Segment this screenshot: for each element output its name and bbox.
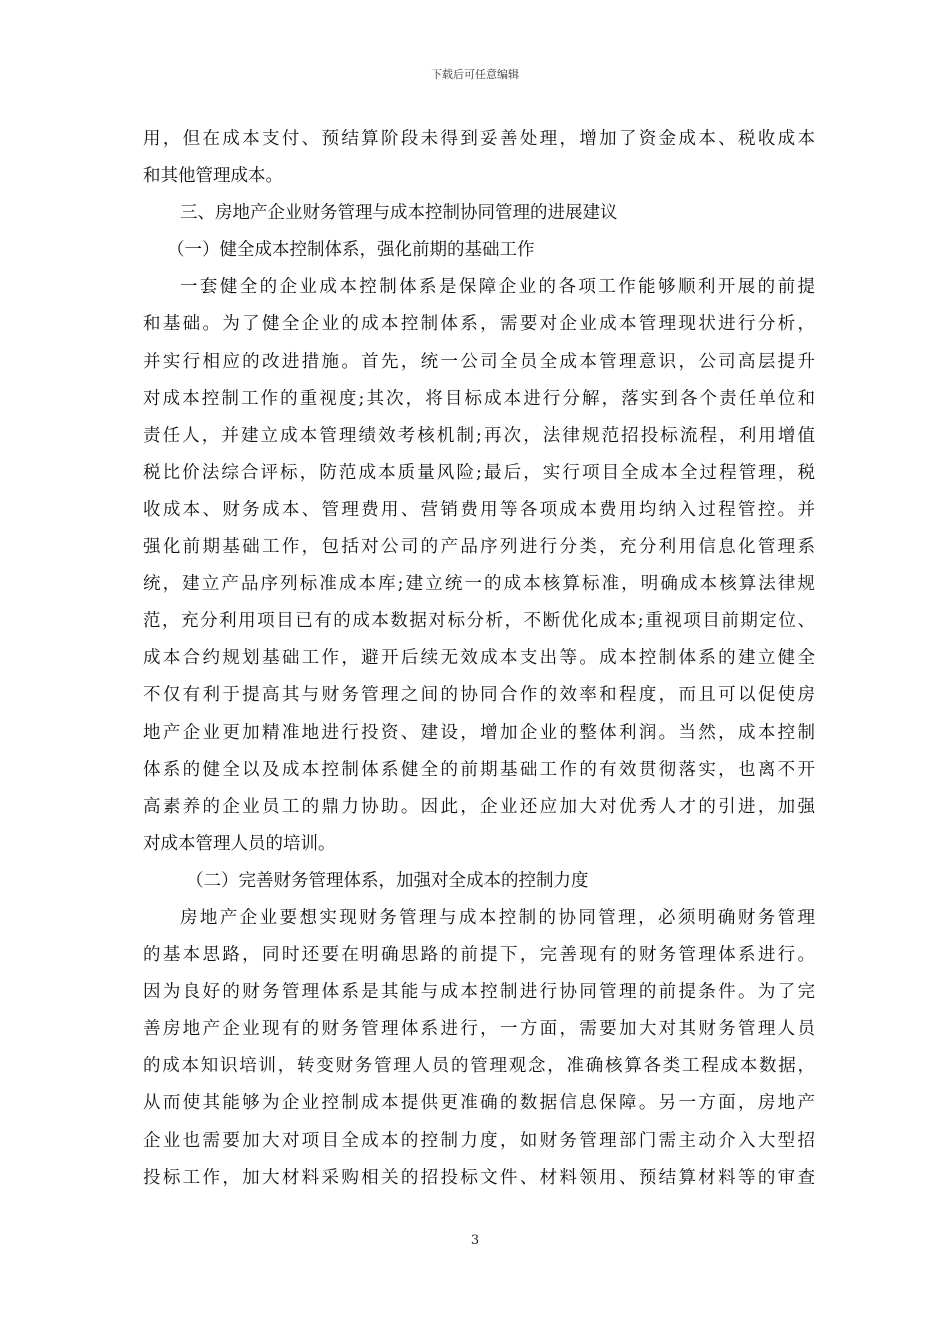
paragraph-line: 统，建立产品序列标准成本库;建立统一的成本核算标准，明确成本核算法律规 xyxy=(143,574,815,595)
paragraph-line: 并实行相应的改进措施。首先，统一公司全员全成本管理意识，公司高层提升 xyxy=(143,351,815,372)
paragraph-line: 成本合约规划基础工作，避开后续无效成本支出等。成本控制体系的建立健全 xyxy=(143,648,815,669)
paragraph-line: 和基础。为了健全企业的成本控制体系，需要对企业成本管理现状进行分析， xyxy=(143,314,815,335)
paragraph-line: 体系的健全以及成本控制体系健全的前期基础工作的有效贯彻落实，也离不开 xyxy=(143,759,815,780)
paragraph-line: 对成本管理人员的培训。 xyxy=(143,833,336,854)
paragraph-line: 投标工作，加大材料采购相关的招投标文件、材料领用、预结算材料等的审查 xyxy=(143,1167,815,1188)
paragraph-line: 高素养的企业员工的鼎力协助。因此，企业还应加大对优秀人才的引进，加强 xyxy=(143,796,815,817)
page-header: 下载后可任意编辑 xyxy=(431,68,519,81)
paragraph-line: 善房地产企业现有的财务管理体系进行，一方面，需要加大对其财务管理人员 xyxy=(143,1019,815,1040)
paragraph-line: 对成本控制工作的重视度;其次，将目标成本进行分解，落实到各个责任单位和 xyxy=(143,388,815,409)
paragraph-line: 收成本、财务成本、管理费用、营销费用等各项成本费用均纳入过程管控。并 xyxy=(143,499,815,520)
paragraph-line: 地产企业更加精准地进行投资、建设，增加企业的整体利润。当然，成本控制 xyxy=(143,722,815,743)
paragraph-line: 和其他管理成本。 xyxy=(143,166,283,187)
subsection-heading: （二）完善财务管理体系，加强对全成本的控制力度 xyxy=(186,870,589,891)
paragraph-line: 用，但在成本支付、预结算阶段未得到妥善处理，增加了资金成本、税收成本 xyxy=(143,129,815,149)
paragraph-line: 责任人，并建立成本管理绩效考核机制;再次，法律规范招投标流程，利用增值 xyxy=(143,425,815,446)
paragraph-line: 一套健全的企业成本控制体系是保障企业的各项工作能够顺利开展的前提 xyxy=(180,277,815,298)
paragraph-line: 不仅有利于提高其与财务管理之间的协同合作的效率和程度，而且可以促使房 xyxy=(143,685,815,706)
section-heading: 三、房地产企业财务管理与成本控制协同管理的进展建议 xyxy=(180,203,618,224)
subsection-heading: （一）健全成本控制体系，强化前期的基础工作 xyxy=(167,240,535,261)
paragraph-line: 的基本思路，同时还要在明确思路的前提下，完善现有的财务管理体系进行。 xyxy=(143,945,815,966)
paragraph-line: 范，充分利用项目已有的成本数据对标分析，不断优化成本;重视项目前期定位、 xyxy=(143,611,815,632)
paragraph-line: 税比价法综合评标，防范成本质量风险;最后，实行项目全成本全过程管理，税 xyxy=(143,462,815,483)
document-body xyxy=(143,121,815,1197)
paragraph-line: 强化前期基础工作，包括对公司的产品序列进行分类，充分利用信息化管理系 xyxy=(143,537,815,558)
page-number: 3 xyxy=(470,1233,480,1248)
paragraph-line: 从而使其能够为企业控制成本提供更准确的数据信息保障。另一方面，房地产 xyxy=(143,1093,815,1114)
paragraph-line: 因为良好的财务管理体系是其能与成本控制进行协同管理的前提条件。为了完 xyxy=(143,982,815,1003)
paragraph-line: 的成本知识培训，转变财务管理人员的管理观念，准确核算各类工程成本数据， xyxy=(143,1056,815,1077)
paragraph-line: 企业也需要加大对项目全成本的控制力度，如财务管理部门需主动介入大型招 xyxy=(143,1130,815,1151)
paragraph-line: 房地产企业要想实现财务管理与成本控制的协同管理，必须明确财务管理 xyxy=(180,907,815,928)
